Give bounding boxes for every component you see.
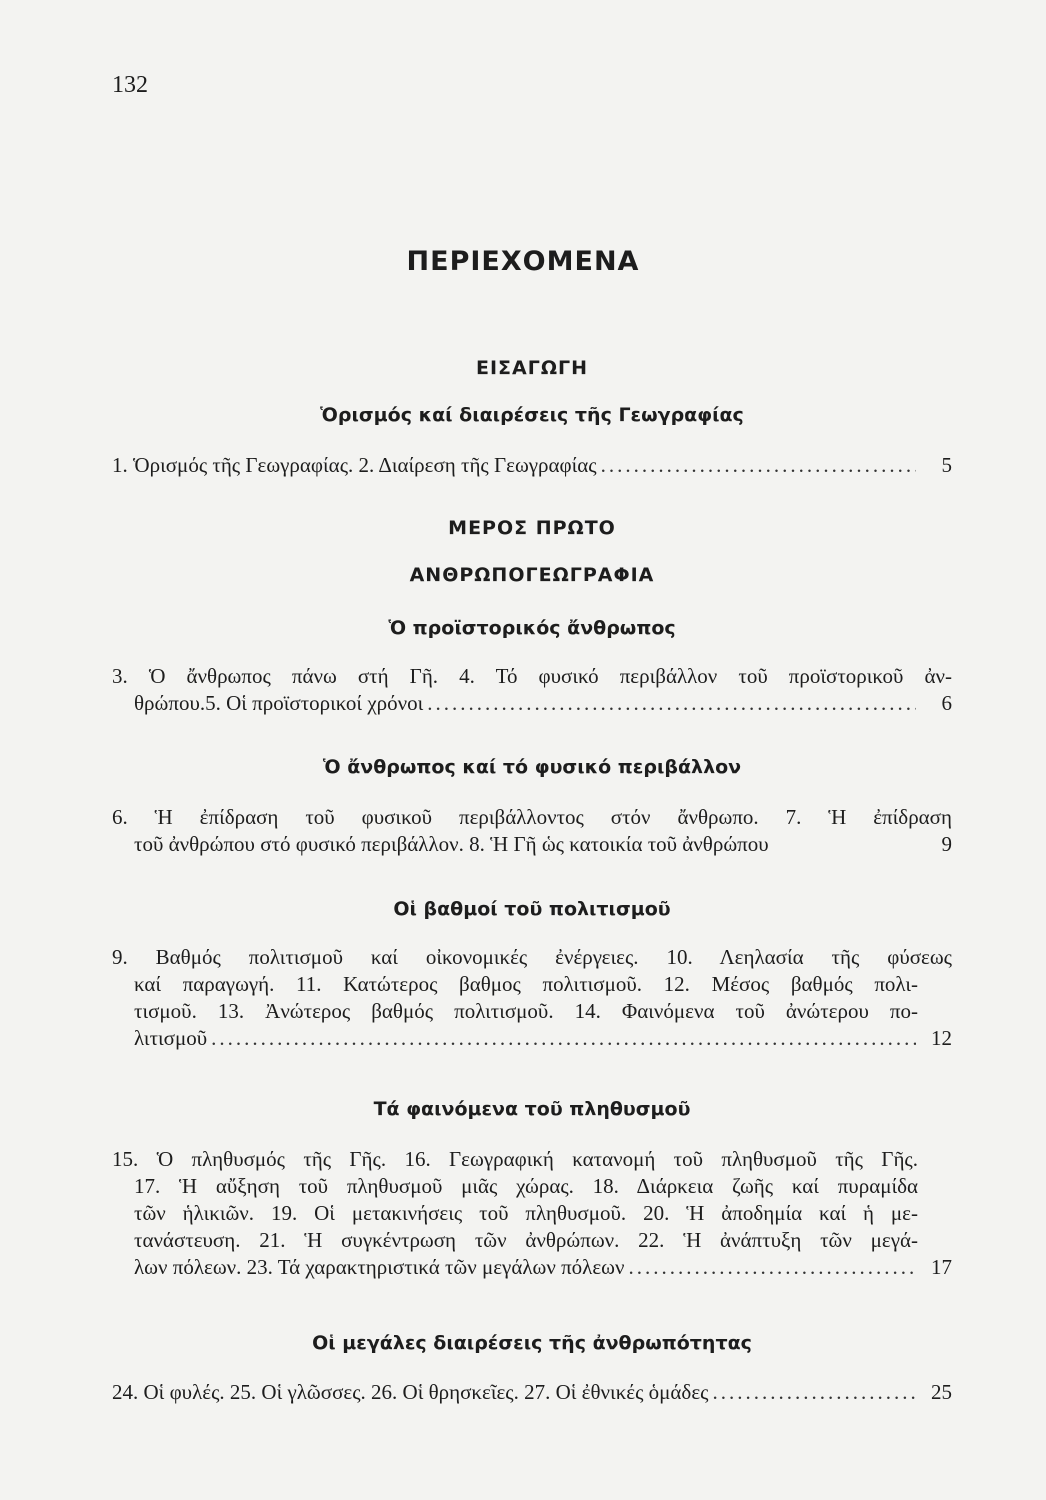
toc-entry[interactable] (112, 804, 952, 858)
toc-line: λων πόλεων. 23. Τά χαρακτηριστικά τῶν μεγάλων πόλεων (134, 1255, 625, 1279)
section-heading: Οἱ βαθμοί τοῦ πολιτισμοῦ (393, 898, 671, 920)
toc-entry[interactable] (112, 663, 952, 717)
section-heading: Τά φαινόμενα τοῦ πληθυσμοῦ (373, 1098, 691, 1120)
part-heading: ΜΕΡΟΣ ΠΡΩΤΟ (448, 517, 616, 539)
page-title: ΠΕΡΙΕΧΟΜΕΝΑ (406, 246, 640, 277)
toc-line: 17. Ἡ αὔξηση τοῦ πληθυσμοῦ μιᾶς χώρας. 18. Διάρκεια ζωῆς καί πυραμίδα (134, 1174, 918, 1198)
toc-line: 24. Οἱ φυλές. 25. Οἱ γλῶσσες. 26. Οἱ θρησκεῖες. 27. Οἱ ἐθνικές ὁμάδες (112, 1380, 709, 1404)
toc-page-ref: 12 (931, 1026, 952, 1050)
toc-page-ref: 5 (941, 453, 952, 477)
toc-page-ref: 17 (931, 1255, 952, 1279)
toc-entry-intro[interactable] (112, 452, 952, 479)
page-number: 132 (112, 72, 148, 98)
toc-line: καί παραγωγή. 11. Κατώτερος βαθμος πολιτισμοῦ. 12. Μέσος βαθμός πολι- (134, 972, 918, 996)
toc-page-ref: 6 (941, 691, 952, 715)
intro-subheading: Ὁρισμός καί διαιρέσεις τῆς Γεωγραφίας (320, 404, 744, 426)
toc-line: 6. Ἡ ἐπίδραση τοῦ φυσικοῦ περιβάλλοντος στόν ἄνθρωπο. 7. Ἡ ἐπίδραση (112, 805, 952, 829)
toc-line: λιτισμοῦ (134, 1026, 208, 1050)
toc-entry[interactable] (112, 1146, 952, 1281)
part-subheading: ΑΝΘΡΩΠΟΓΕΩΓΡΑΦΙΑ (409, 564, 655, 586)
toc-line: τανάστευση. 21. Ἡ συγκέντρωση τῶν ἀνθρώπων. 22. Ἡ ἀνάπτυξη τῶν μεγά- (134, 1228, 918, 1252)
toc-page-ref: 9 (941, 832, 952, 856)
toc-line: 9. Βαθμός πολιτισμοῦ καί οἰκονομικές ἐνέργειες. 10. Λεηλασία τῆς φύσεως (112, 945, 952, 969)
section-heading: Οἱ μεγάλες διαιρέσεις τῆς ἀνθρωπότητας (312, 1332, 752, 1354)
intro-heading: ΕΙΣΑΓΩΓΗ (476, 357, 588, 379)
toc-line: θρώπου.5. Οἱ προϊστορικοί χρόνοι (134, 691, 424, 715)
section-heading: Ὁ ἄνθρωπος καί τό φυσικό περιβάλλον (322, 756, 742, 778)
toc-entry-text: 1. Ὁρισμός τῆς Γεωγραφίας. 2. Διαίρεση τῆς Γεωγραφίας (112, 453, 597, 477)
toc-line: 15. Ὁ πληθυσμός τῆς Γῆς. 16. Γεωγραφική κατανομή τοῦ πληθυσμοῦ τῆς Γῆς. (112, 1147, 918, 1171)
toc-line: τισμοῦ. 13. Ἀνώτερος βαθμός πολιτισμοῦ. 14. Φαινόμενα τοῦ ἀνώτερου πο- (134, 999, 918, 1023)
section-heading: Ὁ προϊστορικός ἄνθρωπος (388, 617, 676, 639)
toc-page-ref: 25 (931, 1380, 952, 1404)
toc-line: τοῦ ἀνθρώπου στό φυσικό περιβάλλον. 8. Ἡ Γῆ ὡς κατοικία τοῦ ἀνθρώπου (134, 832, 769, 856)
toc-line: 3. Ὁ ἄνθρωπος πάνω στή Γῆ. 4. Τό φυσικό περιβάλλον τοῦ προϊστορικοῦ ἀν- (112, 664, 952, 688)
toc-entry[interactable] (112, 944, 952, 1052)
toc-line: τῶν ἡλικιῶν. 19. Οἱ μετακινήσεις τοῦ πληθυσμοῦ. 20. Ἡ ἀποδημία καί ἡ με- (134, 1201, 918, 1225)
toc-entry[interactable] (112, 1379, 952, 1406)
